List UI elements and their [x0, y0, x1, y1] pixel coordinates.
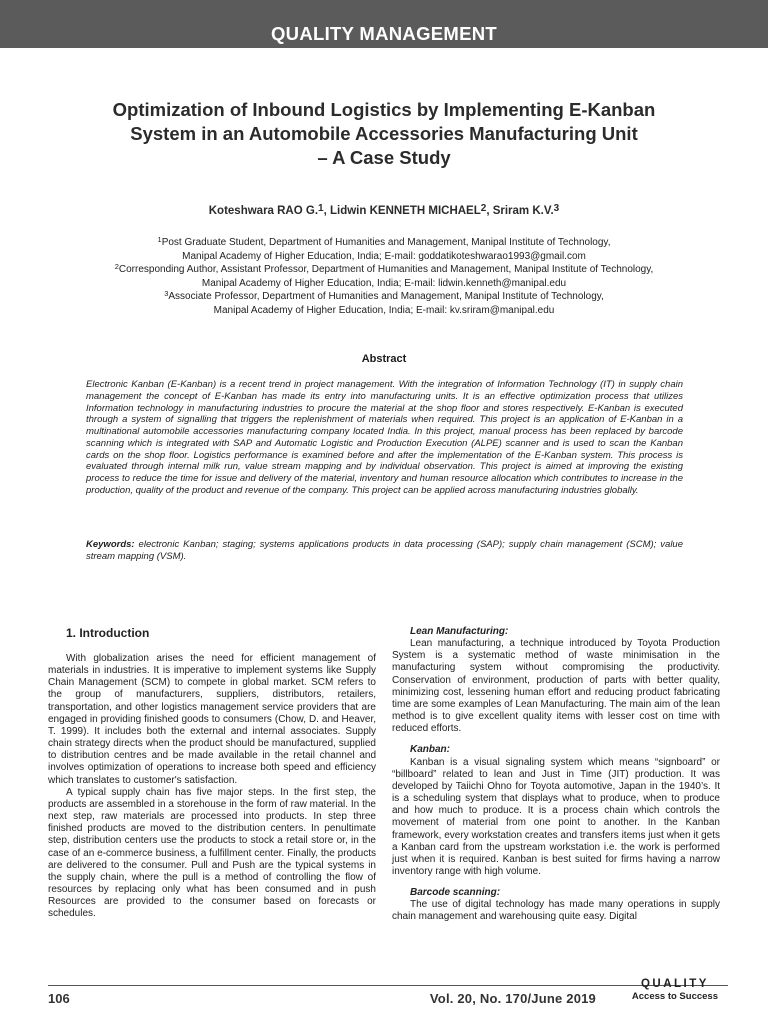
- section-header-bar: [0, 0, 768, 48]
- affiliation-line: Manipal Academy of Higher Education, India; E-mail: kv.sriram@manipal.edu: [213, 304, 555, 316]
- author-name: Lidwin KENNETH MICHAEL: [329, 205, 481, 217]
- page-number: 106: [48, 991, 70, 1006]
- subheading-lean-manufacturing: Lean Manufacturing:: [410, 626, 509, 637]
- right-column: [392, 626, 720, 924]
- body-paragraph: A typical supply chain has five major steps. In the first step, the products are assembled in a storehouse in the form of raw material. In the next step, raw materials are processed into products. In step three finished products are moved to the distribution centers. In penultimate step, distribution centers use the products to stock a retail store or, in the case of an e-commerce business, a fulfillment center. Finally, the products are delivered to the consumer. Pull and Push are the typical systems in the supply chain, where the pull is a method of controlling the flow of resources by replacing only what has been consumed and in push Resources are provided to the consumer based on forecasts or schedules.: [48, 786, 376, 920]
- volume-issue: Vol. 20, No. 170/June 2019: [429, 991, 596, 1006]
- affiliation-text: Corresponding Author, Assistant Professor, Department of Humanities and Management, Manipal Institute of Technology,: [118, 264, 654, 275]
- affiliation-line: [0, 290, 768, 304]
- author-sup: 3: [553, 203, 560, 214]
- title-line: Optimization of Inbound Logistics by Implementing E-Kanban: [112, 99, 656, 120]
- author-sup: 2: [480, 203, 487, 214]
- abstract-text: Electronic Kanban (E-Kanban) is a recent trend in project management. With the integration of Information Technology (IT) in supply chain management the concept of E-Kanban has made its entry into manufacturing units. It is an effective optimization process that utilizes Information technology in manufacturing industries to procure the material at the shop floor and stores respectively. E-Kanban is executed through a system of signalling that triggers the replenishment of materials when required. This project is an application of E-Kanban in a multinational automobile accessories manufacturing company located India. In this project, manual process has been replaced by barcode scanning which is integrated with SAP and Automatic Logistic and Production Execution (ALPE) scanner and is used to scan the Kanban cards on the shop floor. Logistics performance is examined before and after the implementation of the E-Kanban system. This process is evaluated through internal milk run, value stream mapping and by individual observation. This project is aimed at improving the existing process to reduce the time for issue and delivery of the material, inventory and human resource allocation which contributes to increase in the production, quality of the product and revenue of the company. This project can be applied across manufacturing industries globally.: [86, 379, 683, 496]
- body-paragraph: Lean manufacturing, a technique introduced by Toyota Production System is a systematic method of waste minimisation in the manufacturing system without compromising the productivity. Conservation of environment, production of parts with better quality, minimizing cost, lessening human effort and reducing product fabricating time are some examples of Lean Manufacturing. The main aim of the lean method is to give excellent quality items with lesser cost on time with reduced efforts.: [392, 638, 720, 735]
- abstract-heading: Abstract: [361, 353, 407, 365]
- title-line: System in an Automobile Accessories Manufacturing Unit: [130, 123, 638, 144]
- affiliation-list: [0, 236, 768, 317]
- author-name: Sriram K.V.: [492, 205, 554, 217]
- affiliation-line: [0, 236, 768, 250]
- keywords-label: Keywords:: [86, 539, 135, 550]
- affiliation-line: Manipal Academy of Higher Education, India; E-mail: goddatikoteshwarao1993@gmail.com: [182, 250, 586, 262]
- body-paragraph: The use of digital technology has made many operations in supply chain management and warehousing quite easy. Digital: [392, 899, 720, 923]
- journal-logo: [632, 977, 718, 1002]
- keywords-text: electronic Kanban; staging; systems applications products in data processing (SAP); supply chain management (SCM); value stream mapping (VSM).: [86, 539, 684, 562]
- subheading-barcode-scanning: Barcode scanning:: [410, 887, 501, 899]
- journal-name: QUALITY: [640, 978, 709, 990]
- author-sup: 1: [318, 203, 324, 214]
- affiliation-line: [0, 263, 768, 277]
- journal-tagline: Access to Success: [631, 991, 718, 1002]
- body-paragraph: With globalization arises the need for efficient management of materials in industries. It is imperative to implement systems like Supply Chain Management (SCM) to compete in global market. SCM refers to the group of manufacturers, suppliers, distributors, retailers, transportation, and other logistics management service providers that are engaged in providing finished goods to consumers (Chow, D. and Heaver, T. 1999). It includes both the external and internal associates. Supply chain strategy directs when the product should be manufactured, supplied to distribution centres and be made available in the retail channel and involves optimization of operations to increase both speed and efficiency which translates to customer's satisfaction.: [48, 653, 376, 786]
- paper-title: [40, 98, 728, 170]
- affiliation-sup: 2: [114, 262, 119, 271]
- author-name: Koteshwara RAO G.: [208, 205, 319, 217]
- affiliation-text: Post Graduate Student, Department of Humanities and Management, Manipal Institute of Technology,: [161, 237, 611, 248]
- footer-divider: [48, 985, 728, 986]
- body-paragraph: Kanban is a visual signaling system which means “signboard” or “billboard” related to lean and Just in Time (JIT) production. It was developed by Taiichi Ohno for Toyota automotive, Japan in the 1940’s. It is a scheduling system that displays what to produce, when to produce and how much to produce. It is a process chain which controls the movement of material from one point to another. In the Kanban framework, every workstation creates and transfers items just when it gets a Kanban card from the upstream workstation i.e. the work is performed just when it is required. Kanban is best suited for firms having a narrow inventory range with high volume.: [392, 756, 720, 877]
- subheading-kanban: Kanban:: [410, 744, 450, 756]
- section-header-label: QUALITY MANAGEMENT: [270, 23, 498, 44]
- affiliation-sup: 3: [164, 289, 169, 298]
- left-column: [48, 626, 376, 920]
- page-footer: [48, 978, 728, 1015]
- author-list: Koteshwara RAO G.$^1$, Lidwin KENNETH MICHAEL$^2$, Sriram K.V.$^3$: [208, 203, 560, 217]
- affiliation-sup: 1: [157, 235, 162, 244]
- affiliation-line: Manipal Academy of Higher Education, India; E-mail: lidwin.kenneth@manipal.edu: [201, 277, 567, 289]
- section-heading-introduction: 1. Introduction: [66, 626, 150, 640]
- affiliation-text: Associate Professor, Department of Humanities and Management, Manipal Institute of Technology,: [168, 291, 604, 302]
- title-line: – A Case Study: [317, 147, 451, 168]
- keywords: [86, 539, 683, 563]
